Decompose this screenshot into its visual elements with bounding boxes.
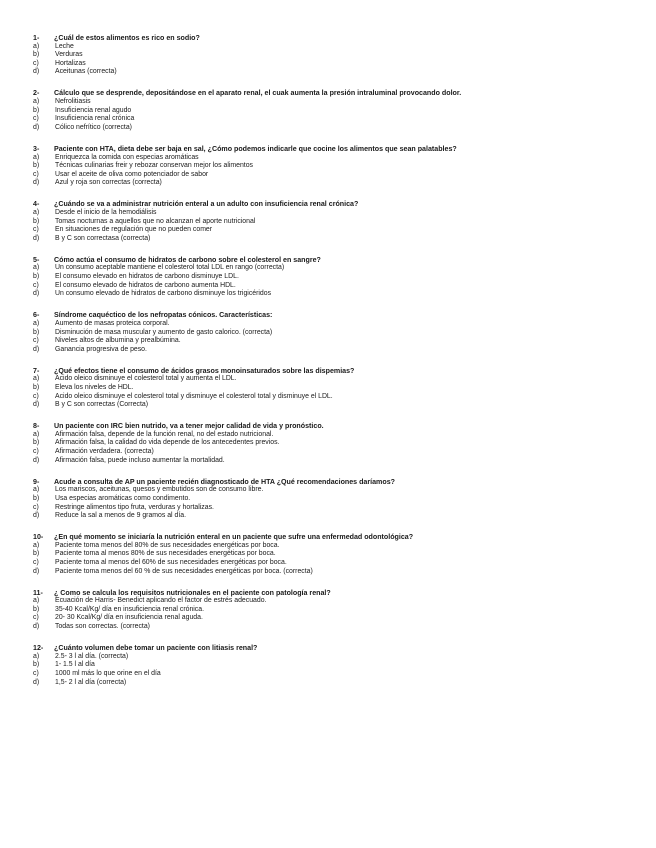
question-number: 1-: [33, 34, 40, 42]
option-letter: d): [33, 290, 40, 298]
answer-option: [33, 393, 633, 402]
question-block: [33, 145, 633, 188]
question-text: ¿Cuánto volumen debe tomar un paciente con litiasis renal?: [54, 644, 258, 653]
option-letter: b): [33, 51, 40, 59]
question-number: 3-: [33, 144, 40, 153]
option-letter: a): [33, 375, 40, 383]
question-text: Acude a consulta de AP un paciente recién diagnosticado de HTA ¿Qué recomendaciones daríamos?: [54, 477, 395, 486]
question-text: Un paciente con IRC bien nutrido, va a tener mejor calidad de vida y pronóstico.: [54, 422, 324, 431]
option-text: Leche: [55, 42, 74, 50]
question-block: [33, 311, 633, 354]
option-text: Disminución de masa muscular y aumento de gasto calorico. (correcta): [55, 328, 273, 336]
option-text: B y C son correctas (Correcta): [55, 401, 149, 409]
option-text: Insuficiencia renal agudo: [55, 106, 132, 114]
option-letter: d): [33, 234, 40, 242]
option-letter: a): [33, 209, 40, 216]
option-text: Un consumo elevado de hidratos de carbono disminuye los trigicéridos: [55, 290, 272, 298]
option-text: Afirmación falsa, depende de la función renal, no del estado nutricional.: [55, 430, 274, 438]
question-text: ¿En qué momento se iniciaría la nutrición enteral en un paciente que sufre una enfermedad odontológica?: [54, 533, 414, 542]
answer-option: [33, 115, 633, 124]
question-number: 2-: [33, 89, 40, 98]
option-text: Insuficiencia renal crónica: [55, 115, 135, 123]
option-letter: c): [33, 115, 39, 123]
answer-option: [33, 568, 633, 577]
answer-option: [33, 226, 633, 235]
question-title: [33, 478, 633, 487]
question-block: [33, 478, 633, 521]
option-text: Restringe alimentos tipo fruta, verduras y hortalizas.: [55, 503, 214, 511]
option-letter: c): [33, 170, 39, 178]
answer-option: [33, 679, 633, 688]
option-text: Afirmación verdadera. (correcta): [55, 448, 154, 456]
answer-option: [33, 179, 633, 188]
question-block: [33, 533, 633, 576]
answer-option: [33, 614, 633, 623]
option-letter: d): [33, 567, 40, 575]
option-letter: a): [33, 264, 40, 272]
answer-option: [33, 623, 633, 632]
answer-option: [33, 107, 633, 116]
answer-option: [33, 329, 633, 338]
option-text: Desde el inicio de la hemodiálisis: [55, 209, 157, 216]
option-text: Acido oleico disminuye el colesterol total y aumenta el LDL.: [55, 375, 237, 383]
option-letter: d): [33, 345, 40, 353]
question-number: 4-: [33, 200, 40, 209]
question-title: [33, 200, 633, 209]
option-letter: b): [33, 162, 40, 170]
answer-option: [33, 162, 633, 171]
option-text: 1000 ml más lo que orine en el día: [55, 669, 161, 677]
option-letter: d): [33, 623, 40, 631]
answer-option: [33, 439, 633, 448]
question-title: [33, 145, 633, 154]
option-text: 35-40 Kcal/Kg/ día en insuficiencia renal crónica.: [55, 605, 204, 613]
option-text: Azul y roja son correctas (correcta): [55, 179, 162, 187]
question-number: 12-: [33, 644, 44, 653]
question-text: ¿Qué efectos tiene el consumo de ácidos grasos monoinsaturados sobre las dispemias?: [54, 366, 355, 375]
option-text: 20- 30 Kcal/Kg/ día en insuficiencia renal aguda.: [55, 614, 203, 622]
option-text: Nefrolitiasis: [55, 98, 91, 106]
question-number: 6-: [33, 311, 40, 320]
answer-option: [33, 486, 633, 495]
question-block: [33, 256, 633, 299]
option-letter: b): [33, 494, 40, 502]
option-text: Acido oleico disminuye el colesterol total y disminuye el colesterol total y disminuye el LDL.: [55, 392, 333, 400]
option-letter: c): [33, 337, 39, 345]
answer-option: [33, 448, 633, 457]
option-letter: d): [33, 179, 40, 187]
question-title: [33, 311, 633, 320]
option-letter: b): [33, 661, 40, 669]
option-letter: d): [33, 456, 40, 464]
question-number: 7-: [33, 366, 40, 375]
question-text: ¿ Como se calcula los requisitos nutricionales en el paciente con patología renal?: [54, 588, 331, 597]
question-text: ¿Cuál de estos alimentos es rico en sodio?: [54, 34, 200, 42]
answer-option: [33, 320, 633, 329]
option-text: Aumento de masas proteica corporal.: [55, 319, 170, 327]
answer-option: [33, 375, 633, 384]
question-block: [33, 367, 633, 410]
option-text: Usar el aceite de oliva como potenciador de sabor: [55, 170, 209, 178]
quiz-document: [33, 34, 633, 700]
option-letter: c): [33, 392, 39, 400]
answer-option: [33, 504, 633, 513]
question-text: Cómo actúa el consumo de hidratos de carbono sobre el colesterol en sangre?: [54, 255, 321, 264]
answer-option: [33, 68, 633, 77]
answer-option: [33, 431, 633, 440]
option-letter: b): [33, 384, 40, 391]
option-letter: d): [33, 401, 40, 409]
option-letter: b): [33, 439, 40, 447]
answer-option: [33, 495, 633, 504]
option-letter: b): [33, 217, 40, 225]
answer-option: [33, 218, 633, 227]
option-text: En situaciones de regulación que no pueden comer: [55, 226, 213, 234]
option-text: Paciente toma al menos 80% de sus necesidades energéticas por boca.: [55, 550, 276, 558]
question-number: 10-: [33, 533, 44, 542]
option-letter: b): [33, 605, 40, 613]
question-title: [33, 533, 633, 542]
option-text: Ecuación de Harris- Benedict aplicando el factor de estrés adecuado.: [55, 597, 267, 605]
answer-option: [33, 124, 633, 133]
option-letter: c): [33, 503, 39, 511]
option-text: Eleva los niveles de HDL.: [55, 384, 134, 391]
option-text: Afirmación falsa, puede incluso aumentar la mortalidad.: [55, 456, 225, 464]
answer-option: [33, 290, 633, 299]
answer-option: [33, 154, 633, 163]
answer-option: [33, 209, 633, 218]
option-text: Enriquezca la comida con especias aromáticas: [55, 153, 199, 161]
question-block: [33, 200, 633, 243]
question-title: [33, 34, 633, 43]
answer-option: [33, 670, 633, 679]
option-text: Paciente toma menos del 80% de sus necesidades energéticas por boca.: [55, 541, 280, 549]
option-text: Niveles altos de albumina y prealbúmina.: [55, 337, 181, 345]
answer-option: [33, 606, 633, 615]
option-text: Tomas nocturnas a aquellos que no alcanzan el aporte nutricional: [55, 217, 256, 225]
option-letter: c): [33, 448, 39, 456]
answer-option: [33, 98, 633, 107]
option-letter: d): [33, 123, 40, 131]
option-letter: c): [33, 59, 39, 67]
option-text: Hortalizas: [55, 59, 86, 67]
option-text: Paciente toma al menos del 60% de sus necesidades energéticas por boca.: [55, 559, 287, 566]
option-letter: b): [33, 273, 40, 281]
question-text: Síndrome caquéctico de los nefropatas cónicos. Características:: [54, 311, 273, 320]
option-text: Ganancia progresiva de peso.: [55, 345, 147, 353]
option-text: El consumo elevado en hidratos de carbono disminuye LDL.: [55, 273, 239, 281]
answer-option: [33, 60, 633, 69]
option-text: Reduce la sal a menos de 9 gramos al día.: [55, 512, 186, 520]
question-text: ¿Cuándo se va a administrar nutrición enteral a un adulto con insuficiencia renal crónica?: [54, 200, 359, 209]
option-letter: d): [33, 68, 40, 76]
answer-option: [33, 542, 633, 551]
answer-option: [33, 346, 633, 355]
answer-option: [33, 661, 633, 670]
answer-option: [33, 457, 633, 466]
option-letter: a): [33, 98, 40, 106]
option-letter: c): [33, 559, 39, 566]
question-title: [33, 367, 633, 376]
option-letter: d): [33, 678, 40, 686]
answer-option: [33, 43, 633, 52]
answer-option: [33, 597, 633, 606]
answer-option: [33, 235, 633, 244]
question-number: 9-: [33, 477, 40, 486]
option-text: Técnicas culinarias freir y rebozar conservan mejor los alimentos: [55, 162, 253, 170]
option-text: 1- 1.5 l al día: [55, 661, 95, 669]
option-letter: a): [33, 42, 40, 50]
question-number: 11-: [33, 588, 43, 597]
option-letter: a): [33, 319, 40, 327]
option-text: 1,5- 2 l al día (correcta): [55, 678, 127, 686]
question-title: [33, 589, 633, 598]
option-letter: a): [33, 597, 40, 605]
question-number: 8-: [33, 422, 40, 431]
option-text: Afirmación falsa, la calidad do vida depende de los antecedentes previos.: [55, 439, 280, 447]
option-letter: a): [33, 486, 40, 494]
question-number: 5-: [33, 255, 40, 264]
option-letter: a): [33, 541, 40, 549]
answer-option: [33, 653, 633, 662]
option-text: B y C son correctasa (correcta): [55, 234, 151, 242]
option-letter: c): [33, 281, 39, 289]
option-letter: a): [33, 430, 40, 438]
option-text: Cólico nefrítico (correcta): [55, 123, 132, 131]
question-title: [33, 256, 633, 265]
answer-option: [33, 401, 633, 410]
answer-option: [33, 273, 633, 282]
option-text: Verduras: [55, 51, 83, 59]
option-text: Todas son correctas. (correcta): [55, 623, 150, 631]
answer-option: [33, 384, 633, 393]
question-text: Cálculo que se desprende, depositándose en el aparato renal, el cuak aumenta la presión intraluminal provocando dolor.: [54, 89, 462, 98]
question-block: [33, 422, 633, 465]
option-text: 2.5- 3 l al día. (correcta): [55, 652, 129, 660]
answer-option: [33, 337, 633, 346]
question-title: [33, 644, 633, 653]
answer-option: [33, 559, 633, 568]
question-block: [33, 89, 633, 132]
option-letter: b): [33, 550, 40, 558]
option-letter: d): [33, 512, 40, 520]
option-letter: a): [33, 153, 40, 161]
answer-option: [33, 282, 633, 291]
option-text: Paciente toma menos del 60 % de sus necesidades energéticas por boca. (correcta): [55, 567, 313, 575]
option-text: Un consumo aceptable mantiene el colesterol total LDL en rango (correcta): [55, 264, 285, 272]
answer-option: [33, 264, 633, 273]
question-block: [33, 589, 633, 632]
answer-option: [33, 512, 633, 521]
question-block: [33, 34, 633, 77]
option-letter: b): [33, 328, 40, 336]
option-letter: a): [33, 652, 40, 660]
option-text: Los mariscos, aceitunas, quesos y embutidos son de consumo libre.: [55, 486, 264, 494]
answer-option: [33, 171, 633, 180]
question-text: Paciente con HTA, dieta debe ser baja en sal, ¿Cómo podemos indicarle que cocine los alimentos que sean palatables?: [54, 144, 457, 153]
option-letter: c): [33, 226, 39, 234]
option-letter: c): [33, 669, 39, 677]
answer-option: [33, 51, 633, 60]
answer-option: [33, 550, 633, 559]
option-text: Usa especias aromáticas como condimento.: [55, 494, 191, 502]
question-block: [33, 644, 633, 687]
question-title: [33, 422, 633, 431]
question-title: [33, 89, 633, 98]
option-letter: b): [33, 106, 40, 114]
option-text: Aceitunas (correcta): [55, 68, 117, 76]
option-letter: c): [33, 614, 39, 622]
option-text: El consumo elevado de hidratos de carbono aumenta HDL.: [55, 281, 236, 289]
